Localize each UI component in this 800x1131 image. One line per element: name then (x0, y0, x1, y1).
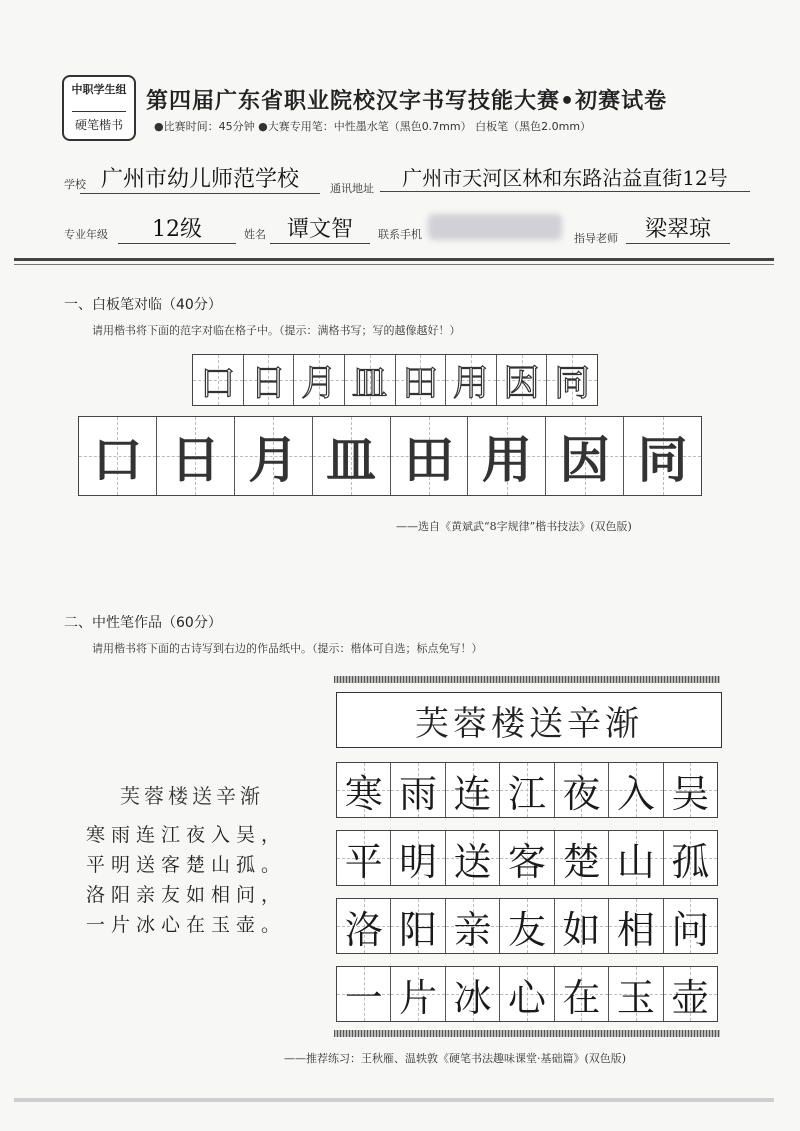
paper-cell[interactable] (446, 763, 500, 817)
address-field[interactable]: 广州市天河区林和东路沾益直街12号 (380, 162, 750, 192)
paper-char: 问 (671, 907, 710, 952)
page-title (146, 84, 667, 115)
paper-cell[interactable] (609, 899, 663, 953)
paper-title[interactable]: 芙蓉楼送辛渐 (336, 692, 722, 748)
practice-cell[interactable] (391, 417, 469, 495)
name-label: 姓名 (244, 228, 266, 241)
paper-cell[interactable] (391, 967, 445, 1021)
name-field[interactable]: 谭文智 (270, 212, 370, 244)
practice-cell[interactable] (79, 417, 157, 495)
paper-char: 片 (399, 975, 438, 1020)
poem-line: 一片冰心在玉壶。 (86, 914, 287, 936)
practice-cell[interactable] (546, 417, 624, 495)
paper-char: 楚 (562, 839, 601, 884)
title-dot: • (560, 89, 576, 114)
paper-char: 山 (616, 839, 655, 884)
paper-char: 阳 (399, 907, 438, 952)
paper-char: 相 (616, 907, 655, 952)
practice-cell[interactable] (468, 417, 546, 495)
address-label: 通讯地址 (330, 182, 374, 195)
paper-row[interactable] (336, 762, 718, 818)
paper-cell[interactable] (446, 967, 500, 1021)
model-cell (547, 355, 597, 405)
model-cell (244, 355, 295, 405)
divider-top (14, 258, 774, 261)
badge-top: 中职学生组 (71, 83, 127, 96)
paper-cell[interactable] (609, 831, 663, 885)
paper-cell[interactable] (446, 831, 500, 885)
poem-text (86, 820, 286, 940)
paper-cell[interactable] (555, 763, 609, 817)
paper-char: 友 (507, 907, 546, 952)
section2-title: 二、中性笔作品（60分） (64, 615, 222, 631)
model-char: 同 (554, 362, 591, 404)
paper-char: 雨 (399, 771, 438, 816)
paper-cell[interactable] (337, 763, 391, 817)
paper-char: 在 (562, 975, 601, 1020)
paper-char: 壶 (671, 975, 710, 1020)
paper-cell[interactable] (555, 899, 609, 953)
paper-char: 吴 (671, 771, 710, 816)
paper-char: 入 (616, 771, 655, 816)
poem-line: 洛阳亲友如相问， (86, 884, 287, 906)
paper-char: 送 (453, 839, 492, 884)
paper-row[interactable] (336, 830, 718, 886)
paper-cell[interactable] (391, 899, 445, 953)
paper-char: 客 (507, 839, 546, 884)
paper-cell[interactable] (391, 831, 445, 885)
poem-title: 芙蓉楼送辛渐 (120, 784, 264, 808)
model-grid (192, 354, 598, 406)
model-char: 日 (250, 362, 287, 404)
practice-cell[interactable] (235, 417, 313, 495)
practice-char: 日 (170, 431, 221, 489)
model-cell (396, 355, 447, 405)
paper-char: 玉 (616, 975, 655, 1020)
paper-cell[interactable] (391, 763, 445, 817)
phone-redacted (428, 214, 562, 240)
paper-cell[interactable] (337, 899, 391, 953)
model-char: 田 (402, 362, 439, 404)
paper-bottom-border (334, 1030, 720, 1037)
paper-cell[interactable] (664, 831, 717, 885)
paper-cell[interactable] (500, 967, 554, 1021)
model-cell (446, 355, 497, 405)
section2-source: ——推荐练习：王秋雁、温轶敦《硬笔书法趣味课堂·基础篇》(双色版) (284, 1052, 627, 1065)
school-field[interactable]: 广州市幼儿师范学校 (80, 162, 320, 194)
divider-top-thin (14, 264, 774, 265)
section1-source: ——选自《黄斌武“8字规律”楷书技法》(双色版) (396, 520, 632, 533)
practice-char: 皿 (326, 431, 377, 489)
paper-cell[interactable] (446, 899, 500, 953)
model-cell (193, 355, 244, 405)
paper-cell[interactable] (500, 831, 554, 885)
practice-char: 同 (637, 431, 688, 489)
paper-row[interactable] (336, 966, 718, 1022)
paper-cell[interactable] (337, 831, 391, 885)
school-label: 学校 (64, 178, 86, 191)
poem-line: 平明送客楚山孤。 (86, 854, 287, 876)
paper-char: 寒 (344, 771, 383, 816)
paper-cell[interactable] (500, 899, 554, 953)
paper-cell[interactable] (664, 763, 717, 817)
model-char: 月 (301, 362, 338, 404)
paper-char: 如 (562, 907, 601, 952)
paper-char: 一 (344, 975, 383, 1020)
grade-field[interactable]: 12级 (118, 212, 236, 244)
paper-char: 冰 (453, 975, 492, 1020)
paper-char: 明 (399, 839, 438, 884)
teacher-field[interactable]: 梁翠琼 (626, 212, 730, 244)
paper-char: 平 (344, 839, 383, 884)
section2-instruction: 请用楷书将下面的古诗写到右边的作品纸中。（提示：楷体可自选；标点免写！） (92, 642, 483, 655)
model-char: 口 (199, 362, 236, 404)
paper-cell[interactable] (609, 967, 663, 1021)
grade-label: 专业年级 (64, 228, 108, 241)
model-char: 皿 (351, 362, 388, 404)
title-main: 第四届广东省职业院校汉字书写技能大赛 (146, 89, 561, 114)
paper-row[interactable] (336, 898, 718, 954)
badge-bottom: 硬笔楷书 (72, 111, 126, 133)
paper-top-border (334, 676, 720, 683)
model-cell (345, 355, 396, 405)
paper-cell[interactable] (500, 763, 554, 817)
model-char: 用 (452, 362, 489, 404)
practice-char: 月 (248, 431, 299, 489)
paper-cell[interactable] (555, 831, 609, 885)
practice-cell[interactable] (157, 417, 235, 495)
practice-char: 田 (403, 431, 454, 489)
paper-cell[interactable] (555, 967, 609, 1021)
poem-line: 寒雨连江夜入吴， (86, 824, 287, 846)
model-cell (497, 355, 548, 405)
paper-char: 亲 (453, 907, 492, 952)
title-suffix: 初赛试卷 (575, 89, 668, 114)
phone-label: 联系手机 (378, 228, 422, 241)
section1-instruction: 请用楷书将下面的范字对临在格子中。（提示：满格书写；写的越像越好！） (92, 324, 461, 337)
model-char: 因 (503, 362, 540, 404)
practice-char: 口 (92, 431, 143, 489)
practice-cell[interactable] (313, 417, 391, 495)
paper-cell[interactable] (664, 899, 717, 953)
practice-grid[interactable] (78, 416, 702, 496)
paper-cell[interactable] (609, 763, 663, 817)
paper-cell[interactable] (337, 967, 391, 1021)
practice-char: 因 (559, 431, 610, 489)
paper-char: 夜 (562, 771, 601, 816)
bottom-divider (14, 1098, 774, 1102)
group-badge (62, 75, 136, 141)
practice-cell[interactable] (624, 417, 701, 495)
paper-cell[interactable] (664, 967, 717, 1021)
subtitle: ●比赛时间：45分钟 ●大赛专用笔：中性墨水笔（黑色0.7mm） 白板笔（黑色2.0mm） (154, 120, 592, 133)
paper-char: 心 (507, 975, 546, 1020)
model-cell (294, 355, 345, 405)
paper-char: 江 (507, 771, 546, 816)
section1-title: 一、白板笔对临（40分） (64, 297, 222, 313)
paper-char: 连 (453, 771, 492, 816)
practice-char: 用 (481, 431, 532, 489)
teacher-label: 指导老师 (574, 232, 618, 245)
paper-char: 孤 (671, 839, 710, 884)
paper-char: 洛 (344, 907, 383, 952)
